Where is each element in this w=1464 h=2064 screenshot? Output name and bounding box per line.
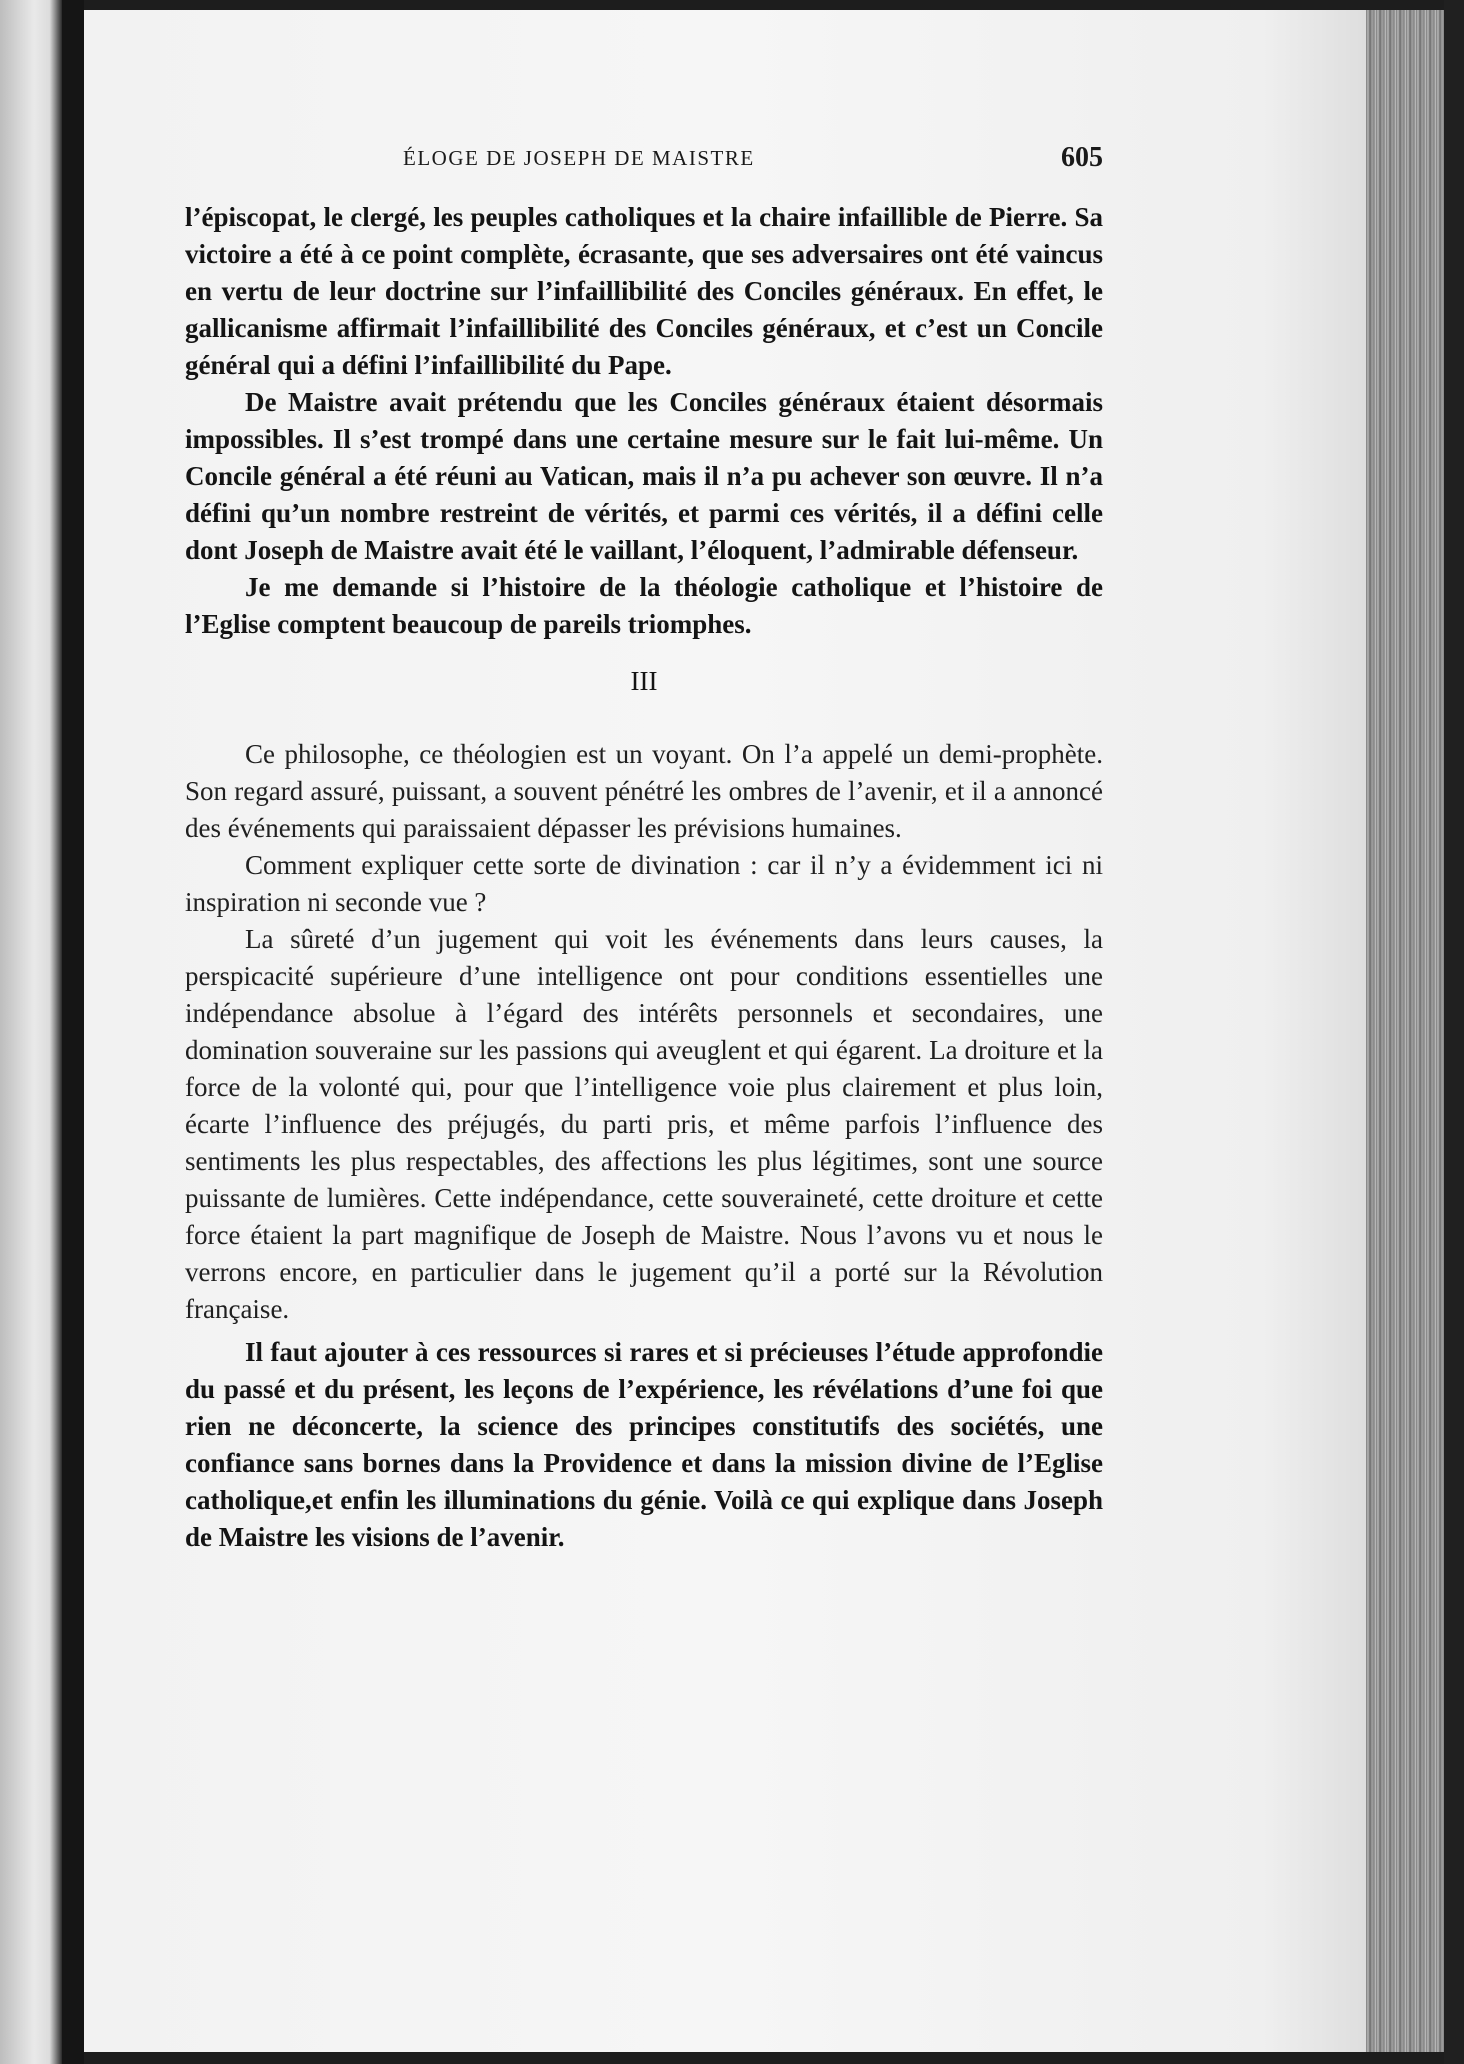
bold-text-group xyxy=(185,199,1103,643)
paragraph: Il faut ajouter à ces ressources si rares et si précieuses l’étude approfondie du passé et du présent, les leçons de l’expérience, les révélations d’une foi que rien ne déconcerte, la science des principes constitutifs des sociétés, une confiance sans bornes dans la Providence et dans la mission divine de l’Eglise catholique,et enfin les illuminations du génie. Voilà ce qui explique dans Joseph de Maistre les visions de l’avenir. xyxy=(185,1337,1103,1552)
page-header xyxy=(185,142,1103,178)
paragraph: l’épiscopat, le clergé, les peuples catholiques et la chaire infaillible de Pierre. Sa victoire a été à ce point complète, écrasante, que ses adversaires ont été vaincus en vertu de leur doctrine sur l’infaillibilité des Conciles généraux. En effet, le gallicanisme affirmait l’infaillibilité des Conciles généraux, et c’est un Concile général qui a défini l’infaillibilité du Pape. xyxy=(185,202,1103,380)
paragraph: Ce philosophe, ce théologien est un voyant. On l’a appelé un demi-prophète. Son regard assuré, puissant, a souvent pénétré les ombres de l’avenir, et il a annoncé des événements qui paraissaient dépasser les prévisions humaines. xyxy=(185,739,1103,843)
paragraph: Comment expliquer cette sorte de divination : car il n’y a évidemment ici ni inspiration ni seconde vue ? xyxy=(185,850,1103,917)
paragraph: De Maistre avait prétendu que les Conciles généraux étaient désormais impossibles. Il s’est trompé dans une certaine mesure sur le fait lui-même. Un Concile général a été réuni au Vatican, mais il n’a pu achever son œuvre. Il n’a défini qu’un nombre restreint de vérités, et parmi ces vérités, il a défini celle dont Joseph de Maistre avait été le vaillant, l’éloquent, l’admirable défenseur. xyxy=(185,387,1103,565)
final-text-group xyxy=(185,1334,1103,1556)
body-text xyxy=(185,199,1103,1556)
book-gutter xyxy=(62,0,84,2064)
plain-text-group xyxy=(185,736,1103,1328)
page-number: 605 xyxy=(1061,142,1103,173)
paragraph: Je me demande si l’histoire de la théologie catholique et l’histoire de l’Eglise comptent beaucoup de pareils triomphes. xyxy=(185,572,1103,639)
left-page-edge xyxy=(0,0,62,2064)
running-head: ÉLOGE DE JOSEPH DE MAISTRE xyxy=(403,146,755,170)
page-stack-edges xyxy=(1366,10,1444,2052)
right-shadow xyxy=(1444,0,1464,2064)
section-heading: III xyxy=(630,666,658,696)
paragraph: La sûreté d’un jugement qui voit les événements dans leurs causes, la perspicacité supérieure d’une intelligence ont pour conditions essentielles une indépendance absolue à l’égard des intérêts personnels et secondaires, une domination souveraine sur les passions qui aveuglent et qui égarent. La droiture et la force de la volonté qui, pour que l’intelligence voie plus clairement et plus loin, écarte l’influence des préjugés, du parti pris, et même parfois l’influence des sentiments les plus respectables, des affections les plus légitimes, sont une source puissante de lumières. Cette indépendance, cette souveraineté, cette droiture et cette force étaient la part magnifique de Joseph de Maistre. Nous l’avons vu et nous le verrons encore, en particulier dans le jugement qu’il a porté sur la Révolution française. xyxy=(185,924,1103,1324)
